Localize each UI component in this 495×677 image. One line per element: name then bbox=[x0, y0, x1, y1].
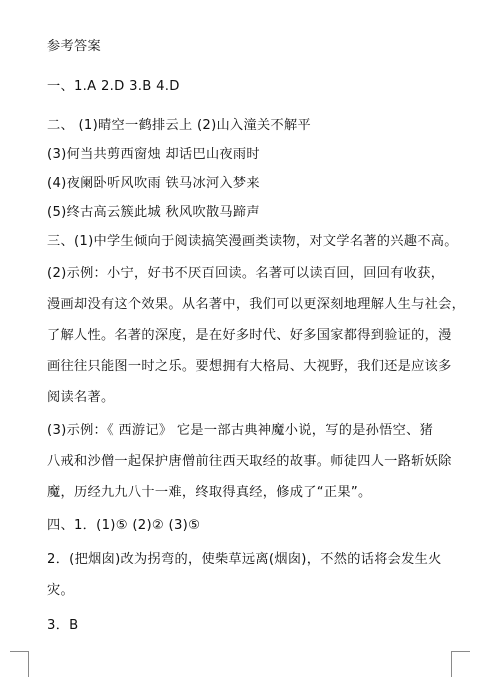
answer-section-3-line-1: 三、(1)中学生倾向于阅读搞笑漫画类读物，对文学名著的兴趣不高。 bbox=[47, 234, 458, 249]
answer-section-3-line-5: 画往往只能图一时之乐。要想拥有大格局、大视野，我们还是应该多 bbox=[47, 359, 452, 374]
answer-section-4-line-1: 四、1．(1)⑤ (2)② (3)⑤ bbox=[47, 518, 201, 533]
answer-section-3-line-8: 八戒和沙僧一起保护唐僧前往西天取经的故事。师徒四人一路斩妖除 bbox=[47, 454, 452, 469]
margin-corner-right-vertical bbox=[451, 651, 452, 677]
answer-section-1: 一、1.A 2.D 3.B 4.D bbox=[47, 79, 180, 94]
answer-section-3-line-7: (3)示例：《 西游记》 它是一部古典神魔小说，写的是孙悟空、猪 bbox=[47, 423, 434, 438]
answer-section-3-line-2: (2)示例：小宁，好书不厌百回读。名著可以读百回，回回有收获， bbox=[47, 266, 445, 281]
answer-section-3-line-6: 阅读名著。 bbox=[47, 390, 115, 405]
answer-section-4-line-3: 灾。 bbox=[47, 583, 74, 598]
answer-section-3-line-3: 漫画却没有这个效果。从名著中，我们可以更深刻地理解人生与社会， bbox=[47, 297, 466, 312]
answer-section-4-line-4: 3．B bbox=[47, 618, 79, 633]
margin-corner-left-horizontal bbox=[10, 651, 29, 652]
margin-corner-left-vertical bbox=[28, 651, 29, 677]
answer-section-2-line-4: (5)终古高云簇此城 秋风吹散马蹄声 bbox=[47, 205, 260, 220]
answer-section-2-line-3: (4)夜阑卧听风吹雨 铁马冰河入梦来 bbox=[47, 176, 260, 191]
answer-section-2-line-1: 二、 (1)晴空一鹤排云上 (2)山入潼关不解平 bbox=[47, 118, 311, 133]
answer-section-4-line-2: 2．(把烟囱)改为拐弯的，使柴草远离(烟囱)，不然的话将会发生火 bbox=[47, 552, 442, 567]
section-title: 参考答案 bbox=[47, 39, 101, 54]
answer-section-3-line-9: 魔，历经九九八十一难，终取得真经，修成了“正果”。 bbox=[47, 485, 372, 500]
answer-section-2-line-2: (3)何当共剪西窗烛 却话巴山夜雨时 bbox=[47, 147, 260, 162]
margin-corner-right-horizontal bbox=[451, 651, 470, 652]
answer-section-3-line-4: 了解人性。名著的深度，是在好多时代、好多国家都得到验证的，漫 bbox=[47, 328, 452, 343]
